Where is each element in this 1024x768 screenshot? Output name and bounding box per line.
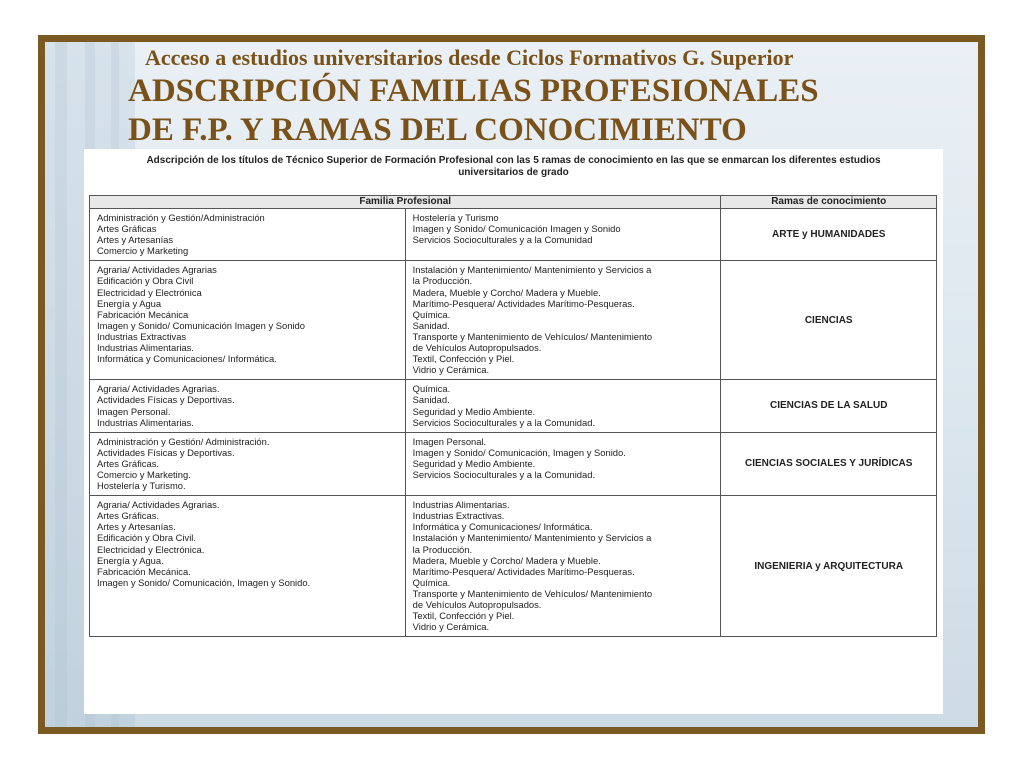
family-item: Comercio y Marketing: [97, 245, 189, 257]
family-item: Industrias Alimentarias.: [97, 342, 194, 354]
family-item: Química.: [412, 576, 451, 588]
family-item: Instalación y Mantenimiento/ Mantenimiento y Servicios a: [412, 532, 652, 544]
family-item: Artes Gráficas.: [97, 510, 159, 522]
family-item: Química.: [412, 308, 451, 320]
family-item: Textil, Confección y Piel.: [412, 610, 515, 622]
family-item: Transporte y Mantenimiento de Vehículos/ Mantenimiento: [412, 587, 653, 599]
family-item: Imagen y Sonido/ Comunicación, Imagen y Sonido.: [412, 446, 626, 458]
family-item: Fabricación Mecánica.: [97, 565, 191, 577]
family-item: Textil, Confección y Piel.: [412, 353, 515, 365]
slide-subtitle: Acceso a estudios universitarios desde Ciclos Formativos G. Superior: [145, 45, 794, 70]
family-item: Imagen y Sonido/ Comunicación, Imagen y Sonido.: [97, 576, 311, 588]
family-item: Artes Gráficas.: [97, 457, 159, 469]
table-caption-line-1: Adscripción de los títulos de Técnico Superior de Formación Profesional con las 5 ramas de conocimiento en las que se enmarcan los diferentes estudios: [146, 155, 881, 166]
family-cell-right: [405, 380, 721, 432]
family-item: Actividades Físicas y Deportivas.: [97, 394, 235, 406]
knowledge-branch-cell: CIENCIAS SOCIALES Y JURÍDICAS: [721, 432, 937, 495]
family-cell-right: [405, 261, 721, 380]
table-caption-line-2: universitarios de grado: [458, 167, 569, 178]
family-item: de Vehículos Autopropulsados.: [412, 599, 542, 610]
table-caption: [84, 155, 943, 179]
family-item: Servicios Socioculturales y a la Comunidad.: [412, 416, 596, 428]
knowledge-branch-cell: CIENCIAS: [721, 261, 937, 380]
family-item: Agraria/ Actividades Agrarias: [97, 264, 217, 276]
family-cell-right: [405, 496, 721, 637]
table-header-row: [90, 196, 937, 209]
family-item: Informática y Comunicaciones/ Informática.: [412, 521, 593, 533]
table-row: [90, 380, 937, 432]
family-item: la Producción.: [412, 543, 473, 555]
header-familia-profesional: Familia Profesional: [90, 196, 721, 209]
family-item: Actividades Físicas y Deportivas.: [97, 446, 235, 458]
family-item: Artes Gráficas: [97, 223, 157, 235]
table-row: [90, 496, 937, 637]
family-item: Madera, Mueble y Corcho/ Madera y Mueble.: [412, 286, 601, 298]
family-item: Madera, Mueble y Corcho/ Madera y Mueble.: [412, 554, 601, 566]
family-item: Servicios Socioculturales y a la Comunidad.: [412, 468, 596, 480]
header-ramas-conocimiento: Ramas de conocimiento: [721, 196, 937, 209]
family-cell-left: [90, 261, 406, 380]
knowledge-branch-cell: CIENCIAS DE LA SALUD: [721, 380, 937, 432]
family-cell-left: [90, 209, 406, 261]
family-item: la Producción.: [412, 275, 473, 287]
family-cell-left: [90, 380, 406, 432]
table-row: [90, 432, 937, 495]
family-item: Sanidad.: [412, 394, 450, 406]
family-item: Marítimo-Pesquera/ Actividades Marítimo-Pesqueras.: [412, 565, 635, 577]
family-item: Edificación y Obra Civil: [97, 275, 194, 287]
family-cell-right: [405, 209, 721, 261]
family-item: Administración y Gestión/Administración: [97, 212, 265, 223]
adscription-table: [89, 195, 937, 637]
family-item: Informática y Comunicaciones/ Informática.: [97, 353, 277, 365]
family-item: Vidrio y Cerámica.: [412, 621, 490, 633]
family-item: Industrias Alimentarias.: [412, 499, 510, 511]
family-item: Hostelería y Turismo: [412, 212, 499, 223]
family-item: Industrias Extractivas.: [412, 510, 505, 522]
family-item: Artes y Artesanías: [97, 234, 174, 246]
family-item: de Vehículos Autopropulsados.: [412, 342, 542, 354]
knowledge-branch-cell: INGENIERIA y ARQUITECTURA: [721, 496, 937, 637]
family-item: Imagen Personal.: [412, 435, 487, 447]
family-item: Hostelería y Turismo.: [97, 480, 186, 492]
family-item: Química.: [412, 383, 451, 395]
family-item: Imagen Personal.: [97, 405, 171, 417]
family-cell-right: [405, 432, 721, 495]
family-item: Energía y Agua.: [97, 554, 164, 566]
family-cell-left: [90, 432, 406, 495]
family-item: Agraria/ Actividades Agrarias.: [97, 499, 220, 511]
family-item: Imagen y Sonido/ Comunicación Imagen y Sonido: [412, 223, 621, 235]
family-item: Agraria/ Actividades Agrarias.: [97, 383, 220, 395]
family-item: Comercio y Marketing.: [97, 468, 191, 480]
document-image: [84, 149, 943, 714]
family-item: Artes y Artesanías.: [97, 521, 176, 533]
table-row: [90, 261, 937, 380]
family-item: Marítimo-Pesquera/ Actividades Marítimo-Pesqueras.: [412, 297, 635, 309]
family-item: Electricidad y Electrónica: [97, 286, 202, 298]
family-item: Industrias Alimentarias.: [97, 416, 194, 428]
slide-title-line-2: DE F.P. Y RAMAS DEL CONOCIMIENTO: [128, 112, 747, 148]
family-item: Electricidad y Electrónica.: [97, 543, 205, 555]
family-item: Energía y Agua: [97, 297, 162, 309]
slide-title: [128, 72, 928, 150]
table-row: [90, 209, 937, 261]
family-item: Seguridad y Medio Ambiente.: [412, 457, 536, 469]
family-item: Sanidad.: [412, 319, 450, 331]
knowledge-branch-cell: ARTE y HUMANIDADES: [721, 209, 937, 261]
family-item: Instalación y Mantenimiento/ Mantenimiento y Servicios a: [412, 264, 652, 276]
family-item: Seguridad y Medio Ambiente.: [412, 405, 536, 417]
family-item: Fabricación Mecánica: [97, 308, 189, 320]
slide-title-line-1: ADSCRIPCIÓN FAMILIAS PROFESIONALES: [128, 73, 819, 109]
family-item: Industrias Extractivas: [97, 330, 187, 342]
family-cell-left: [90, 496, 406, 637]
family-item: Administración y Gestión/ Administración.: [97, 435, 270, 447]
family-item: Vidrio y Cerámica.: [412, 364, 490, 376]
family-item: Servicios Socioculturales y a la Comunidad: [412, 234, 593, 246]
family-item: Edificación y Obra Civil.: [97, 532, 196, 544]
family-item: Transporte y Mantenimiento de Vehículos/ Mantenimiento: [412, 330, 653, 342]
family-item: Imagen y Sonido/ Comunicación Imagen y Sonido: [97, 319, 305, 331]
